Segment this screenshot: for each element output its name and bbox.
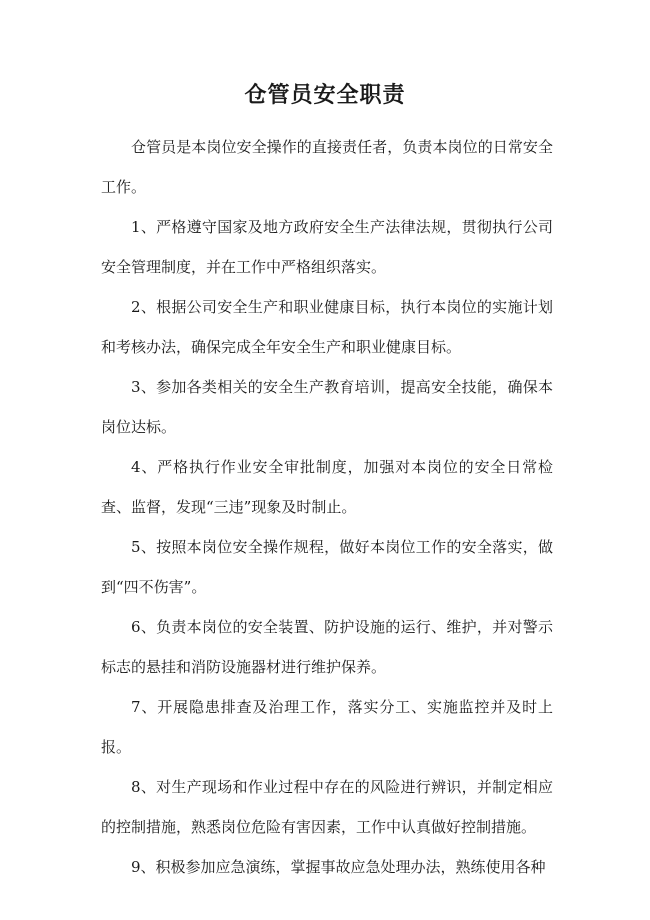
duty-item-1: 1、严格遵守国家及地方政府安全生产法律法规，贯彻执行公司安全管理制度，并在工作中严格组织落实。: [101, 218, 553, 276]
duty-item-8: 8、对生产现场和作业过程中存在的风险进行辨识，并制定相应的控制措施，熟悉岗位危险有害因素，工作中认真做好控制措施。: [101, 778, 553, 836]
duty-item-7: 7、开展隐患排查及治理工作，落实分工、实施监控并及时上报。: [101, 698, 553, 756]
duty-item-6: 6、负责本岗位的安全装置、防护设施的运行、维护，并对警示标志的悬挂和消防设施器材进行维护保养。: [101, 618, 553, 676]
document-title: 仓管员安全职责: [244, 82, 406, 108]
duty-item-5: 5、按照本岗位安全操作规程，做好本岗位工作的安全落实，做到“四不伤害”。: [101, 538, 553, 596]
document-body: [101, 127, 553, 887]
duty-item-3: 3、参加各类相关的安全生产教育培训，提高安全技能，确保本岗位达标。: [101, 378, 553, 436]
duty-item-9: 9、积极参加应急演练，掌握事故应急处理办法，熟练使用各种: [131, 858, 546, 876]
intro-paragraph: 仓管员是本岗位安全操作的直接责任者，负责本岗位的日常安全工作。: [101, 138, 553, 196]
duty-item-2: 2、根据公司安全生产和职业健康目标，执行本岗位的实施计划和考核办法，确保完成全年安全生产和职业健康目标。: [101, 298, 553, 356]
duty-item-4: 4、严格执行作业安全审批制度，加强对本岗位的安全日常检查、监督，发现“三违”现象及时制止。: [101, 458, 553, 516]
